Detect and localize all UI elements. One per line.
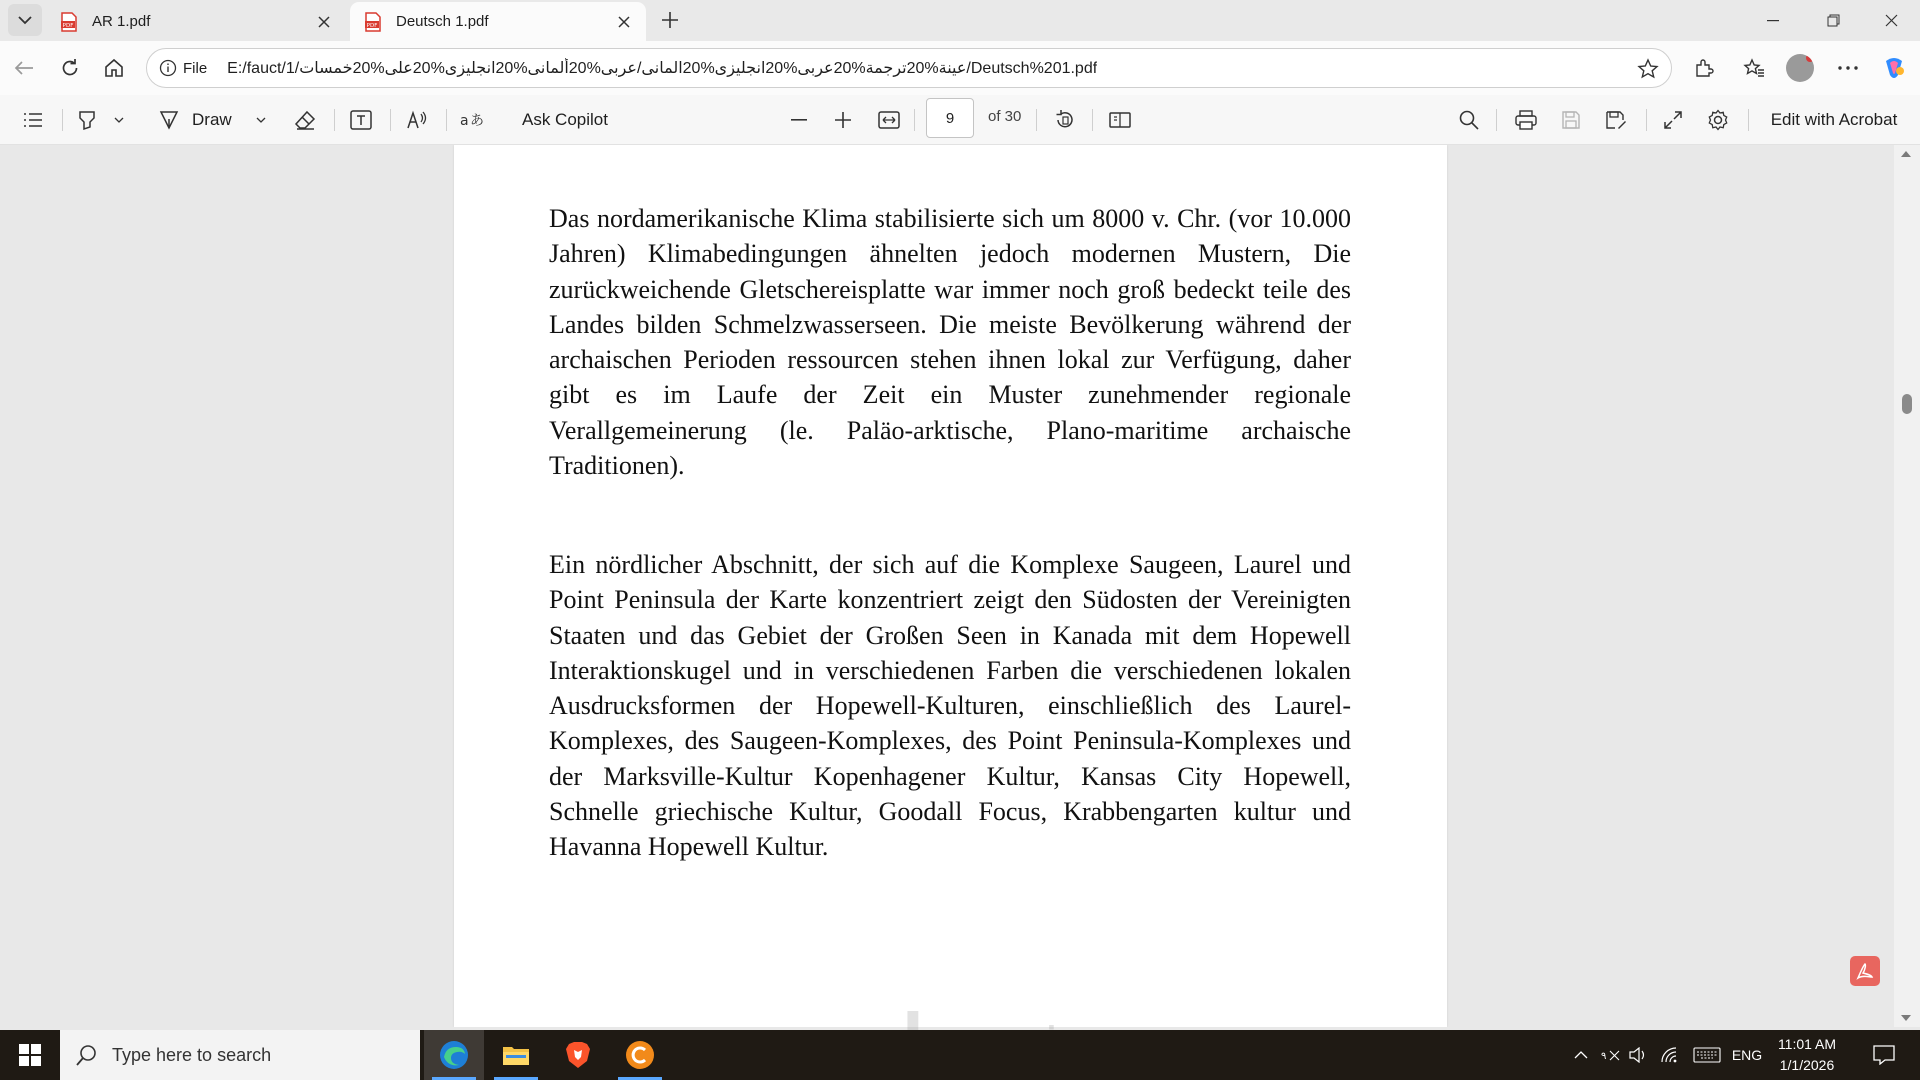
paragraph-2: Ein nördlicher Abschnitt, der sich auf die Komplexe Saugeen, Laurel und Point Peninsula der Karte konzentriert zeigt den Südosten der Vereinigten Staaten und das Gebiet der Großen Seen in Kanada mit dem Hopewell Interaktionskugel und in verschiedenen Farben die verschiedenen lokalen Ausdrucksformen der Hopewell-Kulturen, einschließlich des Laurel-Komplexes, des Saugeen-Komplexes, des Point Peninsula-Komplexes und der Marksville-Kultur Kopenhagener Kultur, Kansas City Hopewell, Schnelle griechische Kultur, Goodall Focus, Krabbengarten kultur und Havanna Hopewell Kultur. [549,550,1351,862]
info-icon [159,59,177,77]
new-tab-button[interactable] [656,6,684,34]
contents-button[interactable] [18,104,48,136]
windows-start-icon [19,1044,41,1066]
settings-icon [1707,109,1729,131]
scrollbar-thumb[interactable] [1902,394,1912,414]
profile-avatar[interactable] [1786,54,1814,82]
acrobat-icon [1855,961,1875,981]
page-view-button[interactable] [1106,104,1134,136]
address-bar[interactable] [146,48,1672,88]
tab-list-icon [18,15,32,25]
language-indicator[interactable]: ENG [1731,1047,1763,1063]
print-button[interactable] [1512,104,1540,136]
pdf-viewport[interactable] [0,145,1920,1027]
touch-keyboard-button[interactable] [1690,1030,1724,1080]
svg-text:あ: あ [470,113,484,129]
restore-icon [1827,14,1840,27]
favorites-button[interactable] [1736,50,1772,86]
restore-button[interactable] [1804,0,1862,41]
save-as-button[interactable] [1602,104,1630,136]
taskbar [0,1030,1920,1080]
close-icon [618,16,630,28]
tab-list-button[interactable] [8,4,42,36]
fit-page-button[interactable] [874,104,904,136]
zoom-out-icon [791,119,807,121]
draw-icon [158,109,180,131]
scroll-down-arrow[interactable] [1901,1015,1911,1021]
favorite-star-icon[interactable] [1637,58,1659,80]
chevron-down-icon [256,117,266,123]
zoom-in-button[interactable] [830,104,856,136]
highlight-dropdown[interactable] [110,104,128,136]
ccleaner-icon [625,1040,655,1070]
scroll-up-arrow[interactable] [1901,151,1911,157]
network-button[interactable] [1660,1030,1682,1080]
search-icon [76,1044,98,1066]
print-icon [1515,110,1537,130]
volume-icon [1629,1047,1649,1063]
touch-keyboard-icon [1693,1047,1721,1063]
read-aloud-button[interactable] [404,104,430,136]
keyboard-icon [1601,1048,1621,1062]
minimize-icon [1767,20,1779,22]
clock-time: 11:01 AM [1777,1036,1837,1052]
tab-deutsch-pdf[interactable] [350,2,646,41]
translate-icon [460,110,486,130]
pdf-page [454,145,1447,1027]
erase-icon [294,110,316,130]
edge-app-icon [438,1039,470,1071]
close-icon [318,16,330,28]
svg-text:PDF: PDF [366,22,378,29]
notification-button[interactable] [1864,1030,1904,1080]
settings-button[interactable] [1704,104,1732,136]
svg-text:PDF: PDF [62,22,74,29]
back-icon [14,60,34,76]
acrobat-button[interactable] [1850,956,1880,986]
edit-with-acrobat-button[interactable] [1764,104,1904,136]
url-text[interactable]: E:/fauct/1/عينة%20ترجمة%20عربى%20انجليزى%20المانى/عربى%20ألمانى%20انجليزى%20على%20خمسات/Deutsch%201.pdf [227,60,1098,77]
tab-title: AR 1.pdf [92,13,151,30]
highlight-icon [77,109,97,131]
draw-button[interactable] [158,104,240,136]
search-pdf-button[interactable] [1456,104,1482,136]
page-number-input[interactable]: 9 [926,98,974,138]
notification-icon [1873,1045,1895,1065]
refresh-button[interactable] [52,50,88,86]
taskbar-file-explorer[interactable] [486,1030,546,1080]
system-clock[interactable] [1762,1034,1852,1076]
window-close-button[interactable] [1862,0,1920,41]
paragraph-1: Das nordamerikanische Klima stabilisierte sich um 8000 v. Chr. (vor 10.000 Jahren) Klimabedingungen ähnelten jedoch modernen Mustern, Die zurückweichende Gletschereisplatte war immer noch groß bedeckt teile des Landes bilden Schmelzwasserseen. Die meiste Bevölkerung während der archaischen Perioden ressourcen stehen ihnen lokal zur Verfügung, daher gibt es im Laufe der Zeit ein Muster zunehmender regionale Verallgemeinerung (le. Paläo-arktische, Plano-maritime archaische Traditionen). [549,204,1351,481]
taskbar-search[interactable] [60,1030,420,1080]
fullscreen-button[interactable] [1660,104,1686,136]
pdf-icon [364,12,382,32]
clock-date: 1/1/2026 [1779,1057,1835,1073]
page-total-label: of 30 [988,108,1022,125]
fit-page-icon [878,111,900,129]
input-indicator[interactable] [1598,1030,1624,1080]
more-icon [1838,66,1858,70]
zoom-out-button[interactable] [786,104,812,136]
save-icon [1561,110,1581,130]
taskbar-edge[interactable] [424,1030,484,1080]
pdf-icon [60,12,78,32]
contents-icon [23,112,43,128]
vertical-scrollbar[interactable] [1894,145,1920,1027]
back-button[interactable] [6,50,42,86]
home-button[interactable] [96,50,132,86]
page-view-icon [1109,111,1131,129]
copilot-icon [1881,55,1907,81]
extensions-icon [1694,58,1714,78]
network-icon [1661,1047,1681,1063]
file-scheme-label: File [183,59,208,77]
zoom-in-icon [835,112,851,128]
show-hidden-icons[interactable] [1570,1030,1592,1080]
close-tab-button[interactable] [616,14,632,30]
draw-dropdown[interactable] [252,104,270,136]
file-explorer-icon [502,1043,530,1067]
svg-text:a: a [460,113,469,129]
ask-copilot-label: Ask Copilot [522,110,608,129]
highlight-button[interactable] [74,104,100,136]
add-text-button[interactable] [348,104,374,136]
edit-acrobat-label: Edit with Acrobat [1770,110,1898,129]
search-icon [1459,110,1479,130]
show-hidden-icon [1574,1051,1588,1059]
taskbar-ccleaner[interactable] [610,1030,670,1080]
extensions-button[interactable] [1686,50,1722,86]
rotate-button[interactable] [1052,104,1078,136]
navigation-bar [0,41,1920,95]
volume-button[interactable] [1628,1030,1650,1080]
draw-label: Draw [192,110,232,129]
start-button[interactable] [0,1030,60,1080]
favorites-icon [1743,58,1765,78]
tab-title: Deutsch 1.pdf [396,13,489,30]
taskbar-brave[interactable] [548,1030,608,1080]
ask-copilot-button[interactable] [522,104,612,136]
chevron-down-icon [114,117,124,123]
copilot-button[interactable] [1876,50,1912,86]
fullscreen-icon [1663,110,1683,130]
more-button[interactable] [1830,50,1866,86]
home-icon [104,58,124,78]
rotate-icon [1054,109,1076,131]
save-as-icon [1605,110,1627,130]
tab-strip [0,0,1920,41]
pdf-toolbar [0,95,1920,145]
search-placeholder: Type here to search [112,1044,272,1065]
erase-button[interactable] [292,104,318,136]
text-icon [350,110,372,130]
read-aloud-icon [406,110,428,130]
brave-icon [565,1041,591,1069]
window-close-icon [1885,14,1898,27]
tab-ar-pdf[interactable] [46,2,346,41]
close-tab-button[interactable] [316,14,332,30]
new-tab-icon [661,11,679,29]
translate-button[interactable] [458,104,488,136]
minimize-button[interactable] [1744,0,1802,41]
svg-text:٩: ٩ [1601,1051,1607,1062]
save-button[interactable] [1558,104,1584,136]
refresh-icon [60,58,80,78]
